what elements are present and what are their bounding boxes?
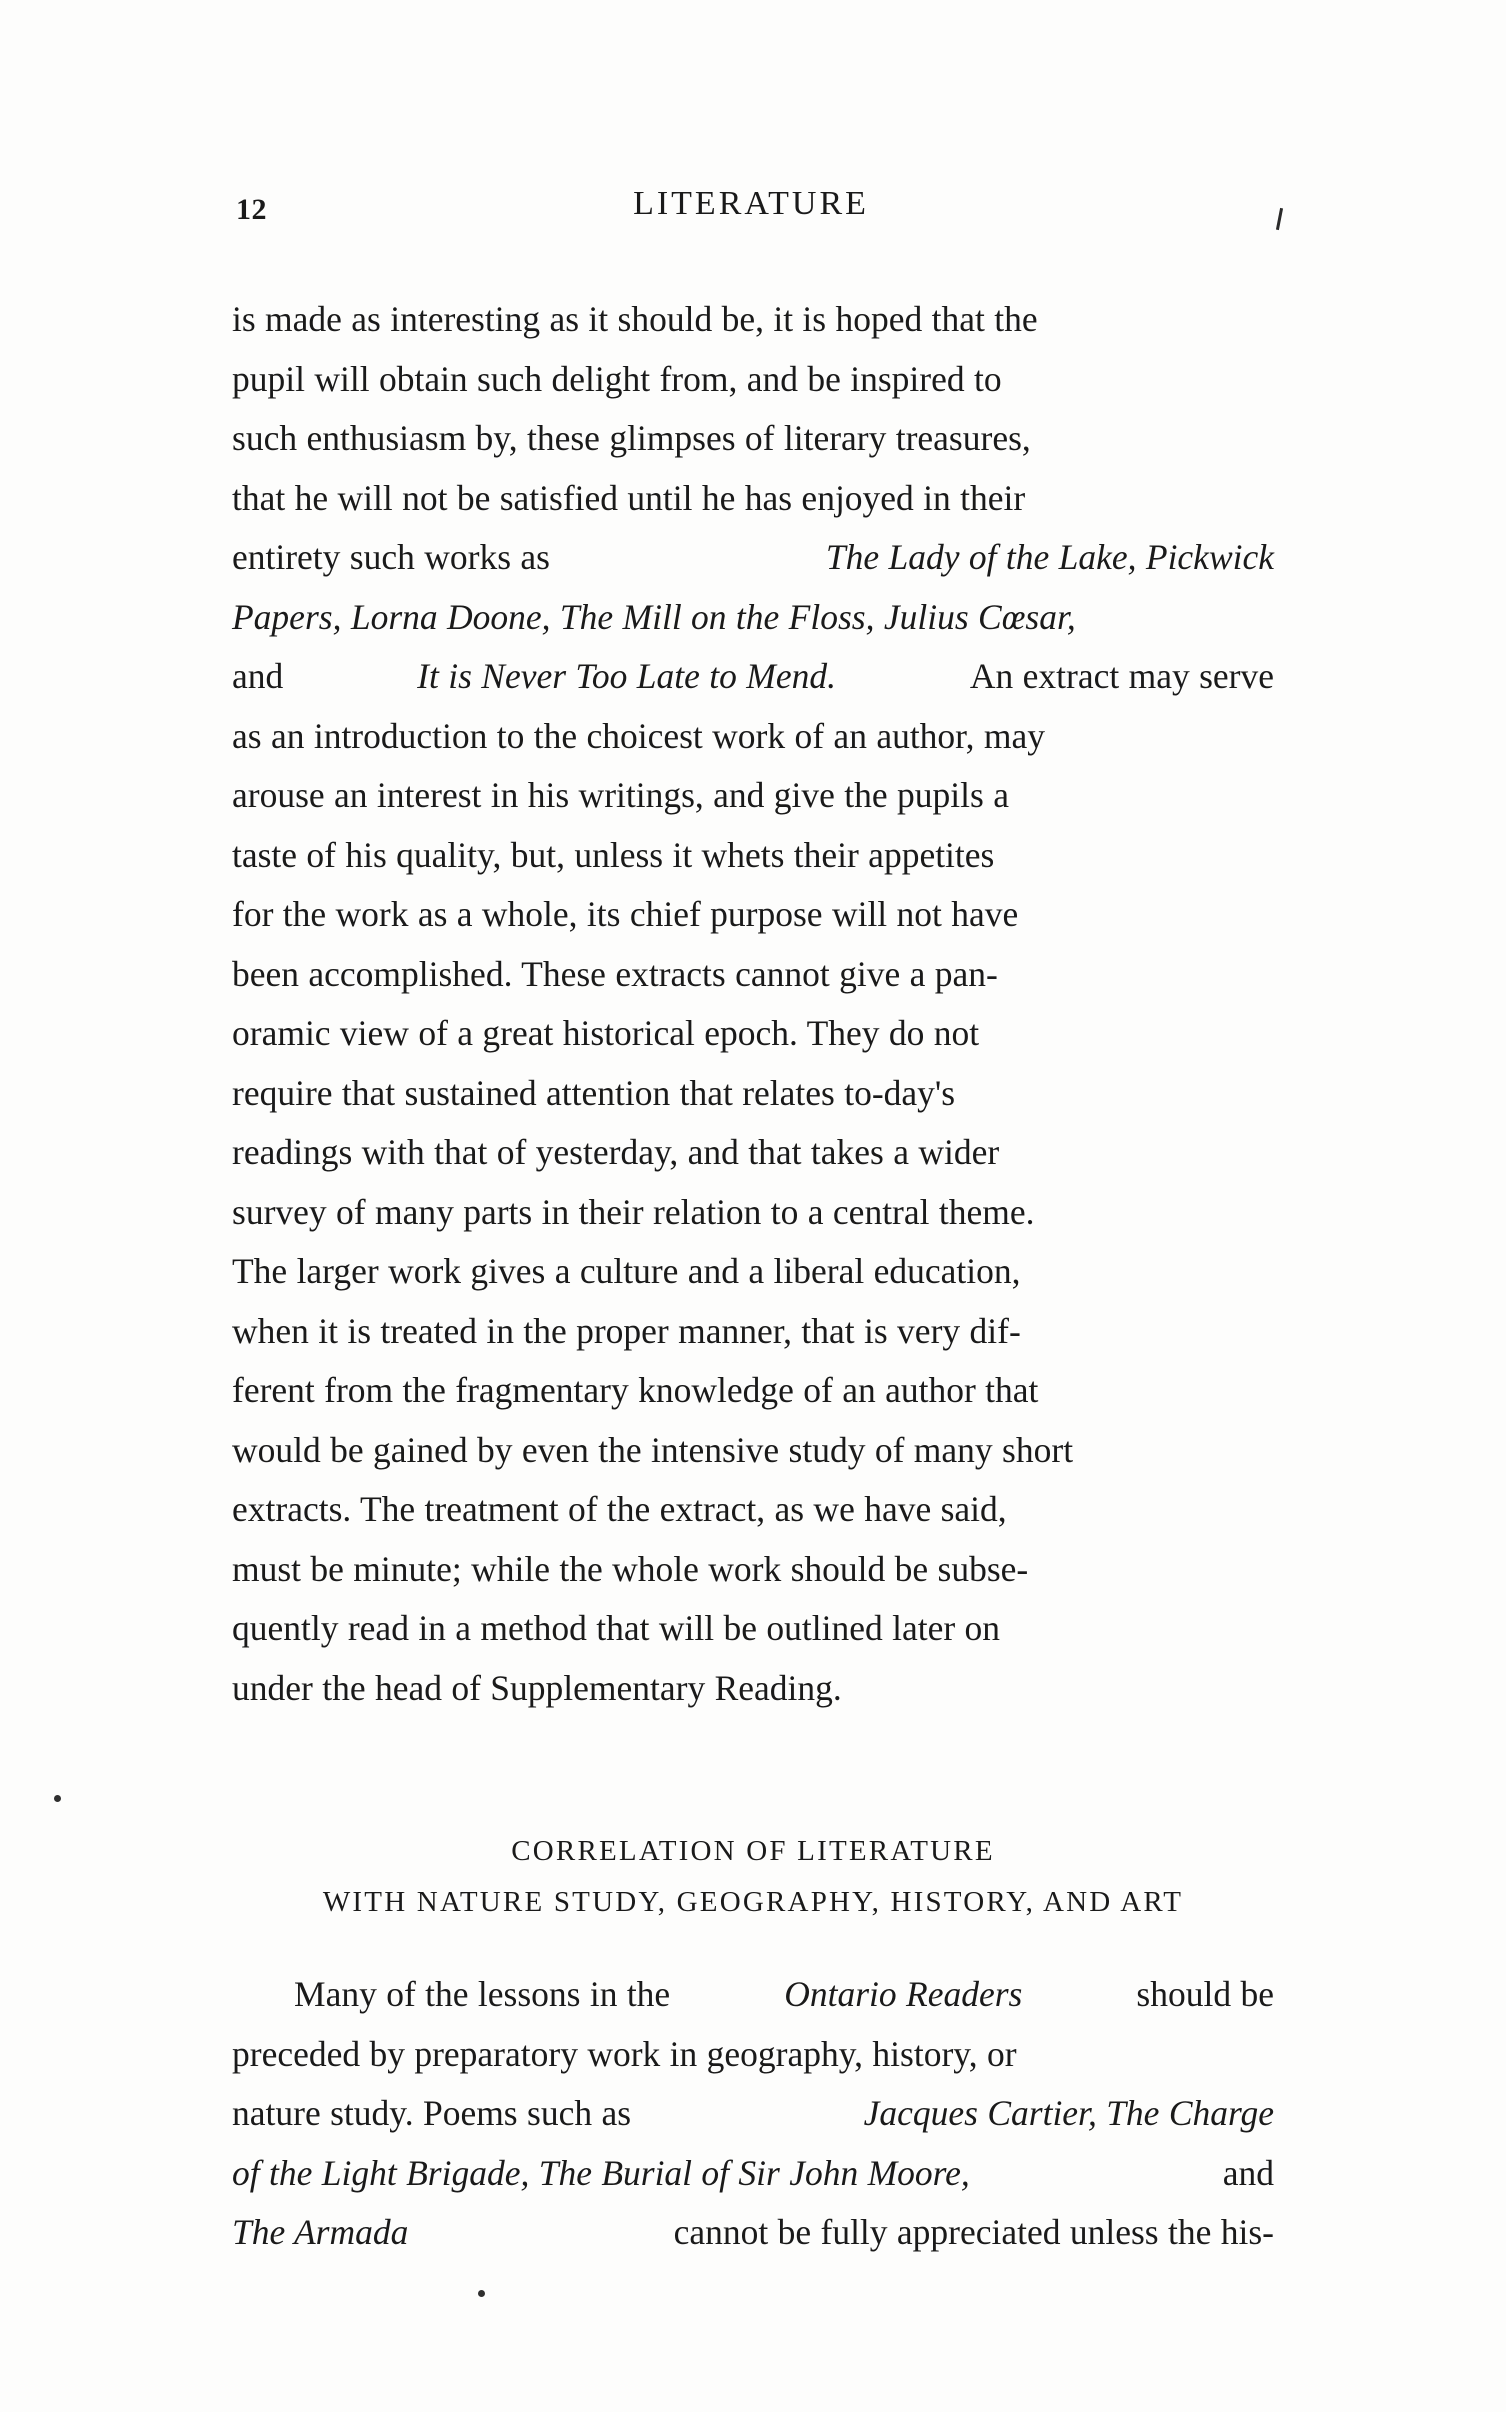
- text-line: [232, 1540, 1274, 1600]
- text-line: [232, 469, 1274, 529]
- line-text-italic: Ontario Readers: [784, 1974, 1023, 2014]
- line-text: preceded by preparatory work in geography, history, or: [232, 2033, 1017, 2074]
- line-text: such enthusiasm by, these glimpses of literary treasures,: [232, 418, 1031, 458]
- margin-ink-mark: [1276, 208, 1283, 230]
- text-line: [232, 647, 1274, 707]
- running-head: [236, 185, 1266, 231]
- text-line: [232, 1361, 1274, 1421]
- text-line: [232, 885, 1274, 945]
- page-ink-speck: [54, 1795, 61, 1802]
- line-text: would be gained by even the intensive study of many short: [232, 1429, 1074, 1470]
- line-text: pupil will obtain such delight from, and be inspired to: [232, 358, 1002, 399]
- line-text: require that sustained attention that relates to-day's: [232, 1072, 956, 1113]
- text-line: [232, 1183, 1274, 1243]
- line-text: and: [232, 656, 284, 696]
- text-line: [232, 1480, 1274, 1540]
- text-line: [232, 1004, 1274, 1064]
- line-text: that he will not be satisfied until he has enjoyed in their: [232, 477, 1026, 518]
- section-heading: [232, 1835, 1274, 1919]
- line-text: ferent from the fragmentary knowledge of an author that: [232, 1370, 1039, 1410]
- text-line: [232, 1599, 1274, 1659]
- text-line: [232, 826, 1274, 886]
- line-text: The larger work gives a culture and a liberal education,: [232, 1251, 1021, 1291]
- page-number: 12: [236, 193, 267, 226]
- body-paragraph-2: [232, 1965, 1274, 2263]
- text-line: [232, 528, 1274, 588]
- line-text-italic: The Armada: [232, 2212, 409, 2252]
- line-text: when it is treated in the proper manner, that is very dif-: [232, 1310, 1021, 1351]
- line-text: must be minute; while the whole work should be subse-: [232, 1548, 1029, 1589]
- line-text: been accomplished. These extracts cannot give a pan-: [232, 953, 998, 994]
- line-text: should be: [1136, 1974, 1274, 2014]
- text-line: [232, 1123, 1274, 1183]
- text-line: [232, 2203, 1274, 2263]
- text-line: [232, 2144, 1274, 2204]
- paragraph-text: [232, 290, 1274, 1718]
- line-text: for the work as a whole, its chief purpose will not have: [232, 894, 1019, 934]
- running-head-title: LITERATURE: [633, 185, 869, 222]
- line-text: readings with that of yesterday, and that takes a wider: [232, 1132, 1000, 1172]
- line-text: taste of his quality, but, unless it whets their appetites: [232, 834, 995, 875]
- line-text: cannot be fully appreciated unless the his-: [673, 2212, 1274, 2252]
- line-text: Many of the lessons in the: [294, 1974, 671, 2014]
- text-line: [232, 707, 1274, 767]
- text-line: [232, 1242, 1274, 1302]
- text-line: [232, 409, 1274, 469]
- line-text: An extract may serve: [969, 656, 1274, 696]
- line-text: quently read in a method that will be outlined later on: [232, 1608, 1001, 1648]
- page-ink-speck: [478, 2290, 485, 2297]
- line-text-italic: It is Never Too Late to Mend.: [417, 656, 836, 696]
- line-text: entirety such works as: [232, 537, 550, 577]
- body-paragraph-1: [232, 290, 1274, 1718]
- line-text: survey of many parts in their relation to a central theme.: [232, 1191, 1035, 1232]
- line-text: nature study. Poems such as: [232, 2093, 632, 2133]
- line-text-italic: The Lady of the Lake, Pickwick: [825, 537, 1274, 577]
- line-text: extracts. The treatment of the extract, as we have said,: [232, 1489, 1007, 1529]
- paragraph-text: [232, 1965, 1274, 2263]
- text-line: [232, 2025, 1274, 2085]
- text-line: [232, 350, 1274, 410]
- section-heading-line-1: CORRELATION OF LITERATURE: [511, 1835, 995, 1867]
- text-line: [232, 1659, 1274, 1719]
- section-heading-line-2: WITH NATURE STUDY, GEOGRAPHY, HISTORY, AND ART: [322, 1886, 1184, 1918]
- line-text-italic: of the Light Brigade, The Burial of Sir John Moore,: [232, 2152, 970, 2193]
- line-text: as an introduction to the choicest work of an author, may: [232, 715, 1045, 756]
- text-line: [232, 1064, 1274, 1124]
- text-line: [232, 766, 1274, 826]
- text-line: [232, 290, 1274, 350]
- line-text-italic: Jacques Cartier, The Charge: [863, 2093, 1274, 2133]
- text-line: [232, 1302, 1274, 1362]
- text-line: [232, 1965, 1274, 2025]
- line-text: oramic view of a great historical epoch. They do not: [232, 1013, 980, 1053]
- text-line: [232, 1421, 1274, 1481]
- text-line: [232, 2084, 1274, 2144]
- line-text: under the head of Supplementary Reading.: [232, 1667, 842, 1708]
- text-line: [232, 945, 1274, 1005]
- line-text: arouse an interest in his writings, and give the pupils a: [232, 775, 1009, 815]
- text-line: [232, 588, 1274, 648]
- line-text-italic: Papers, Lorna Doone, The Mill on the Floss, Julius Cœsar,: [232, 596, 1076, 637]
- line-text: is made as interesting as it should be, it is hoped that the: [232, 299, 1038, 339]
- line-text: and: [1222, 2152, 1274, 2193]
